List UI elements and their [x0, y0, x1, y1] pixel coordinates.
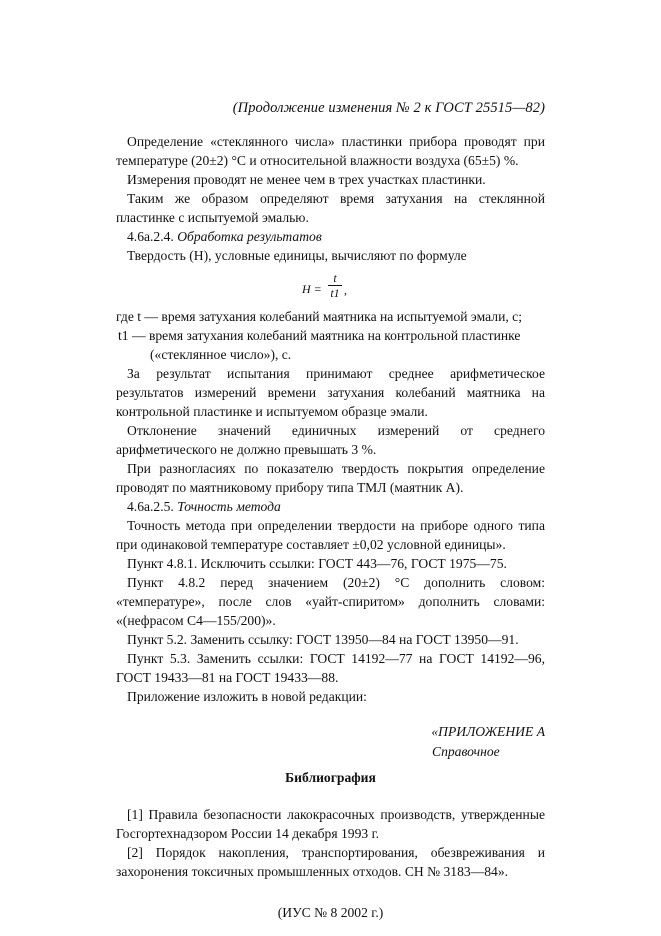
bibliography-item: [1] Правила безопасности лакокрасочных производств, утвержденные Госгортехнадзором России 14 декабря 1993 г. — [116, 807, 545, 841]
paragraph: За результат испытания принимают среднее арифметическое результатов измерений времени затухания колебаний маятника на контрольной пластинке и испытуемом образце эмали. — [116, 366, 545, 419]
formula-fraction — [328, 271, 342, 300]
section-heading — [116, 497, 545, 516]
section-number: 4.6а.2.5. — [127, 499, 174, 514]
paragraph: Пункт 4.8.2 перед значением (20±2) °С дополнить словом: «температуре», после слов «уайт-спиритом» дополнить словами: «(нефрасом С4—155/200)». — [116, 575, 545, 628]
paragraph: Отклонение значений единичных измерений от среднего арифметического не должно превышать 3 %. — [116, 423, 545, 457]
continuation-header: (Продолжение изменения № 2 к ГОСТ 25515—82) — [232, 100, 545, 116]
paragraph: Приложение изложить в новой редакции: — [127, 689, 367, 704]
formula-lhs: H = — [302, 282, 322, 296]
section-title: Обработка результатов — [177, 229, 322, 244]
document-body — [116, 132, 545, 922]
paragraph: Определение «стеклянного числа» пластинки прибора проводят при температуре (20±2) °С и относительной влажности воздуха (65±5) %. — [116, 134, 545, 168]
hardness-formula — [116, 271, 545, 305]
where-t: где t — время затухания колебаний маятника на испытуемой эмали, с; — [116, 309, 522, 324]
section-number: 4.6а.2.4. — [127, 229, 174, 244]
appendix-title: «ПРИЛОЖЕНИЕ А — [431, 724, 545, 739]
paragraph: Пункт 4.8.1. Исключить ссылки: ГОСТ 443—76, ГОСТ 1975—75. — [127, 556, 507, 571]
paragraph: Твердость (H), условные единицы, вычисляют по формуле — [127, 248, 467, 263]
paragraph: Точность метода при определении твердости на приборе одного типа при одинаковой температуре составляет ±0,02 условной единицы». — [116, 518, 545, 552]
appendix-subtitle: Справочное — [432, 744, 500, 759]
paragraph: Пункт 5.2. Заменить ссылку: ГОСТ 13950—84 на ГОСТ 13950—91. — [127, 632, 519, 647]
formula-comma: , — [344, 283, 347, 297]
ius-footer: (ИУС № 8 2002 г.) — [277, 905, 384, 920]
formula-denominator: t1 — [330, 286, 340, 300]
bibliography-item: [2] Порядок накопления, транспортирования, обезвреживания и захоронения токсичных промышленных отходов. СН № 3183—84». — [116, 845, 545, 879]
where-t1: t1 — время затухания колебаний маятника на контрольной пластинке — [118, 328, 521, 343]
paragraph: Пункт 5.3. Заменить ссылки: ГОСТ 14192—77 на ГОСТ 14192—96, ГОСТ 19433—81 на ГОСТ 19433—88. — [116, 651, 545, 685]
section-heading — [116, 227, 545, 246]
paragraph: При разногласиях по показателю твердость покрытия определение проводят по маятниковому прибору типа ТМЛ (маятник А). — [116, 461, 545, 495]
where-t1-cont: («стеклянное число»), с. — [150, 347, 292, 362]
formula-numerator: t — [328, 271, 342, 286]
bibliography-heading: Библиография — [285, 770, 376, 785]
section-title: Точность метода — [177, 499, 281, 514]
paragraph: Измерения проводят не менее чем в трех участках пластинки. — [127, 172, 486, 187]
paragraph: Таким же образом определяют время затухания на стеклянной пластинке с испытуемой эмалью. — [116, 191, 545, 225]
